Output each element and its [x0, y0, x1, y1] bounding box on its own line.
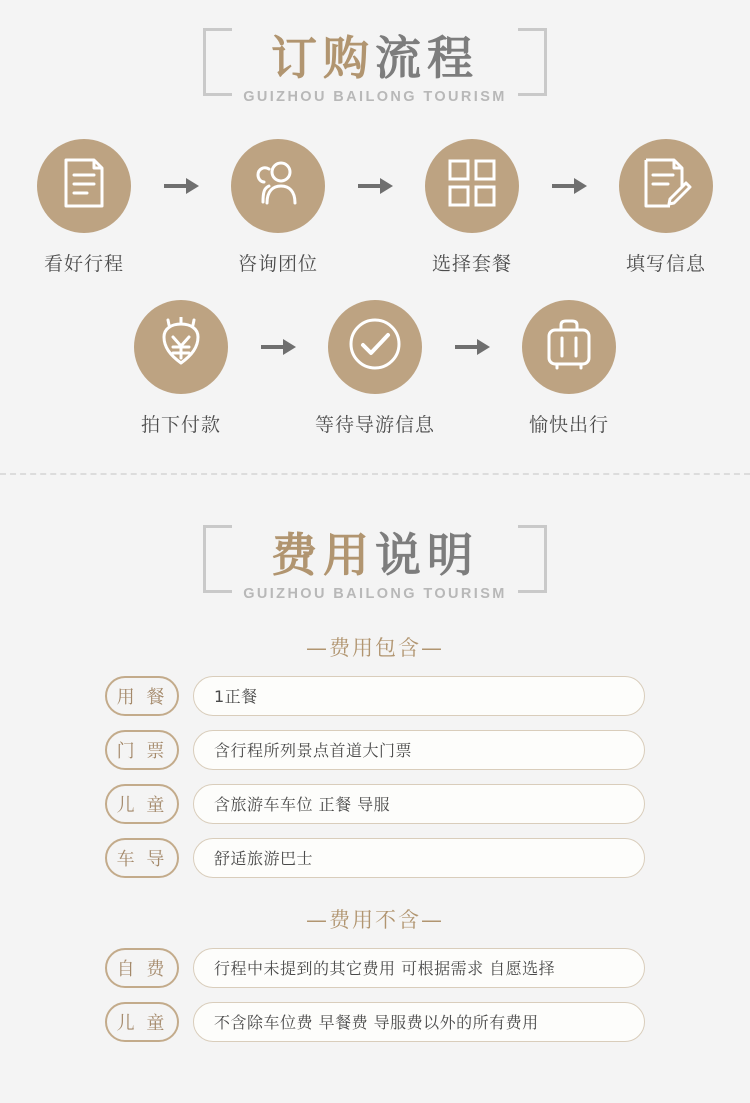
flow-step-1	[9, 139, 159, 276]
included-row-2-text: 含行程所列景点首道大门票	[193, 730, 645, 770]
flow-step-5-circle	[134, 300, 228, 394]
included-row-1-tag: 用 餐	[105, 676, 179, 716]
bracket-left-decor-2	[203, 525, 232, 593]
excluded-row-2-text: 不含除车位费 早餐费 导服费以外的所有费用	[193, 1002, 645, 1042]
included-row-4-tag: 车 导	[105, 838, 179, 878]
excluded-row-1-tag: 自 费	[105, 948, 179, 988]
order-flow-row-1	[0, 139, 750, 276]
excluded-heading: —费用不含—	[306, 907, 444, 932]
included-row-2-tag: 门 票	[105, 730, 179, 770]
flow-step-4-circle	[619, 139, 713, 233]
order-section-title	[0, 0, 750, 109]
flow-step-2	[203, 139, 353, 276]
form-edit-icon	[640, 157, 692, 214]
excluded-row-2	[0, 1002, 750, 1042]
section-divider	[0, 473, 750, 475]
included-row-4-text: 舒适旅游巴士	[193, 838, 645, 878]
flow-step-6-label: 等待导游信息	[314, 413, 435, 436]
fee-section-title	[0, 519, 750, 606]
flow-step-5	[106, 300, 256, 437]
yen-money-icon	[154, 317, 208, 376]
bracket-right-decor-2	[518, 525, 547, 593]
order-flow-row-2	[0, 300, 750, 437]
excluded-row-2-tag: 儿 童	[105, 1002, 179, 1042]
order-flow	[0, 139, 750, 437]
included-row-3-tag: 儿 童	[105, 784, 179, 824]
arrow-right-icon-5	[450, 300, 494, 394]
included-row-2	[0, 730, 750, 770]
included-row-1	[0, 676, 750, 716]
order-title-wrap	[197, 22, 553, 109]
arrow-right-icon-3	[547, 139, 591, 233]
flow-step-4-label: 填写信息	[625, 252, 706, 275]
arrow-right-icon-2	[353, 139, 397, 233]
order-title-en: GUIZHOU BAILONG TOURISM	[243, 88, 507, 105]
flow-step-3-label: 选择套餐	[431, 252, 512, 275]
flow-step-7-circle	[522, 300, 616, 394]
flow-step-2-circle	[231, 139, 325, 233]
fee-section	[0, 519, 750, 1042]
bracket-left-decor	[203, 28, 232, 96]
fee-title-cn-part1: 费用	[270, 527, 375, 582]
flow-step-6-circle	[328, 300, 422, 394]
flow-step-3	[397, 139, 547, 276]
included-row-4	[0, 838, 750, 878]
order-title-cn-part2: 流程	[374, 31, 479, 85]
fee-title-wrap	[197, 519, 553, 606]
flow-step-1-label: 看好行程	[43, 252, 124, 275]
document-icon	[60, 157, 108, 214]
included-row-3	[0, 784, 750, 824]
order-title-cn-part1: 订购	[270, 31, 375, 85]
included-heading: —费用包含—	[306, 635, 444, 660]
order-title-cn	[243, 32, 507, 85]
flow-step-4	[591, 139, 741, 276]
check-circle-icon	[347, 316, 403, 377]
excluded-row-1	[0, 948, 750, 988]
arrow-right-icon-4	[256, 300, 300, 394]
flow-step-7-label: 愉快出行	[528, 413, 609, 436]
people-icon	[250, 158, 306, 213]
fee-title-en: GUIZHOU BAILONG TOURISM	[243, 585, 507, 602]
arrow-right-icon-1	[159, 139, 203, 233]
included-row-3-text: 含旅游车车位 正餐 导服	[193, 784, 645, 824]
flow-step-5-label: 拍下付款	[140, 413, 221, 436]
flow-step-1-circle	[37, 139, 131, 233]
fee-title-cn	[243, 529, 507, 582]
flow-step-6	[300, 300, 450, 437]
included-row-1-text: 1正餐	[193, 676, 645, 716]
flow-step-3-circle	[425, 139, 519, 233]
bracket-right-decor	[518, 28, 547, 96]
flow-step-2-label: 咨询团位	[237, 252, 318, 275]
excluded-row-1-text: 行程中未提到的其它费用 可根据需求 自愿选择	[193, 948, 645, 988]
flow-step-7	[494, 300, 644, 437]
grid-icon	[447, 158, 497, 213]
luggage-icon	[544, 317, 594, 376]
fee-title-cn-part2: 说明	[374, 527, 479, 582]
